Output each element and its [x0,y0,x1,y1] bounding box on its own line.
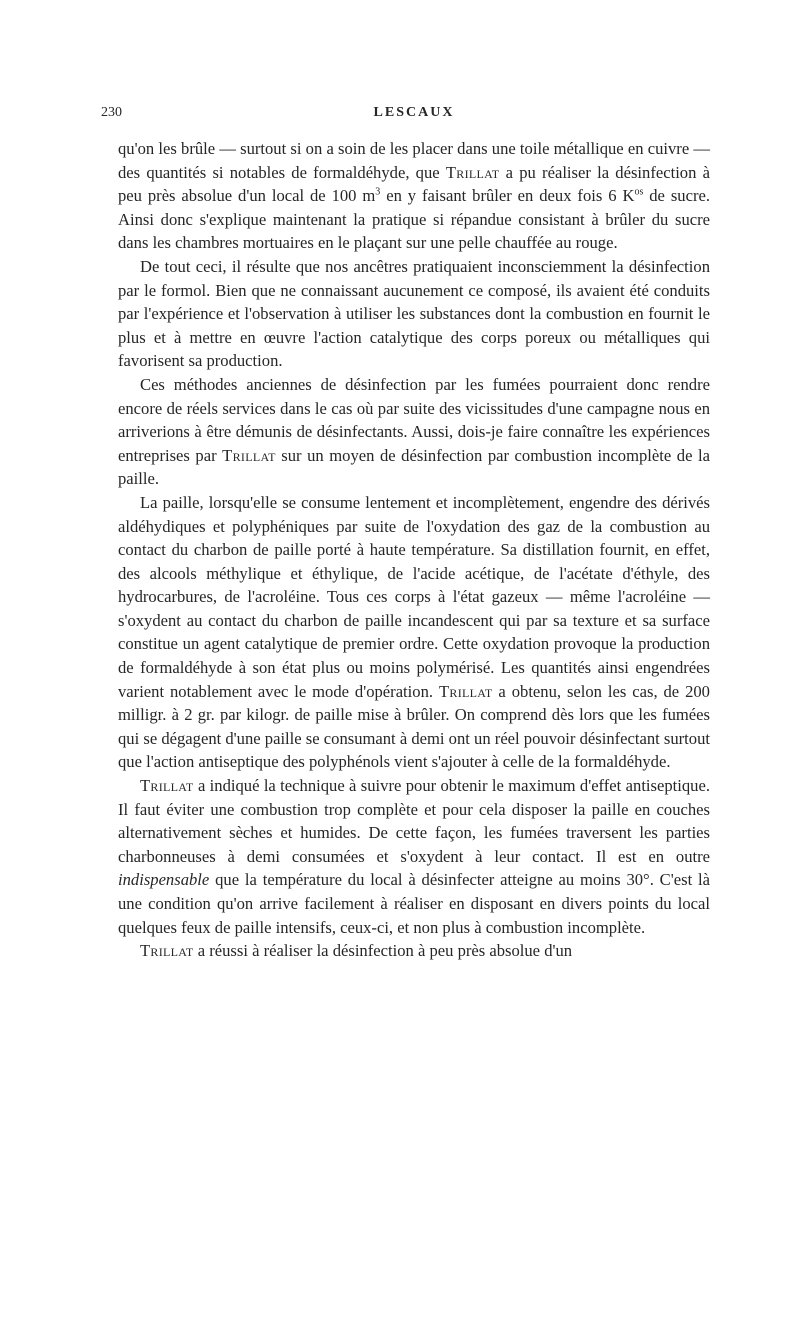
author-name: Trillat [445,162,500,182]
superscript: 3 [375,186,381,198]
text-run: qu'on les brûle — surtout si on a soin de les placer dans une toile métallique en cuivre — des quantités si notables de formaldéhyde, que [118,139,710,182]
paragraph-3 [118,373,710,491]
document-page [101,103,710,963]
running-title: LESCAUX [373,105,455,120]
page-header [101,103,710,125]
text-run: a obtenu, selon les cas, de 200 milligr. à 2 gr. par kilogr. de paille mise à brûler. On comprend dès lors que les fumées qui se dégagent d'une paille se consumant à demi ont un réel pouvoir désinfectant surtout que l'action antiseptique des polyphénols vient s'ajouter à celle de la formaldéhyde. [118,681,710,772]
text-run: sur un moyen de désinfection par combustion incomplète de la paille. [118,445,710,489]
page-number: 230 [101,105,122,120]
paragraph-4 [118,491,710,774]
italic-emphasis: indispensable [118,870,210,890]
author-name: Trillat [140,776,194,796]
author-name: Trillat [140,941,194,961]
text-run: La paille, lorsqu'elle se consume lentement et incomplètement, engendre des dérivés aldéhydiques et polyphéniques par suite de l'oxydation des gaz de la combustion au contact du charbon de paille porté à haute température. Sa distillation fournit, en effet, des alcools méthylique et éthylique, de l'acide acétique, de l'acétate d'éthyle, des hydrocarbures, de l'acroléine. Tous ces corps à l'état gazeux — même l'acroléine — s'oxydent au contact du charbon de paille incandescent qui par sa texture et sa surface constitue un agent catalytique de premier ordre. Cette oxydation provoque la production de formaldéhyde à son état plus ou moins polymérisé. Les quantités ainsi engendrées varient notablement avec le mode d'opération. [118,492,710,701]
superscript: os [634,186,644,198]
text-run: a pu réaliser la désinfection à peu près absolue d'un local de 100 m [118,162,710,206]
text-run: De tout ceci, il résulte que nos ancêtres pratiquaient inconsciemment la désinfection par le formol. Bien que ne connaissant aucunement ce composé, ils avaient été conduits par l'expérience et l'observation à utiliser les substances dont la combustion en fournit le plus et à mettre en œuvre l'action catalytique des corps poreux ou métalliques qui favorisent sa production. [118,256,710,371]
text-run: en y faisant brûler en deux fois 6 K [380,186,635,206]
text-run: Ces méthodes anciennes de désinfection par les fumées pourraient donc rendre encore de réels services dans le cas où par suite des vicissitudes d'une campagne nous en arriverions à être démunis de désinfectants. Aussi, dois-je faire connaître les expériences entreprises par [118,374,710,465]
paragraph-2 [118,255,710,373]
author-name: Trillat [438,681,493,701]
author-name: Trillat [222,445,276,465]
text-run: a indiqué la technique à suivre pour obtenir le maximum d'effet antiseptique. Il faut éviter une combustion trop complète et pour cela disposer la paille en couches alternativement sèches et humides. De cette façon, les fumées traversent les parties charbonneuses à demi consumées et s'oxydent à leur contact. Il est en outre [118,776,710,866]
text-run: que la température du local à désinfecter atteigne au moins 30°. C'est là une condition qu'on arrive facilement à réaliser en disposant en divers points du local quelques feux de paille intensifs, ceux-ci, et non plus à combustion incomplète. [118,870,710,937]
body-text [118,137,710,963]
paragraph-6 [118,939,710,963]
paragraph-5 [118,774,710,939]
text-run: a réussi à réaliser la désinfection à peu près absolue d'un [193,941,573,961]
text-run: de sucre. Ainsi donc s'explique maintenant la pratique si répandue consistant à brûler du sucre dans les chambres mortuaires en le plaçant sur une pelle chauffée au rouge. [118,186,710,253]
paragraph-1 [118,137,710,255]
